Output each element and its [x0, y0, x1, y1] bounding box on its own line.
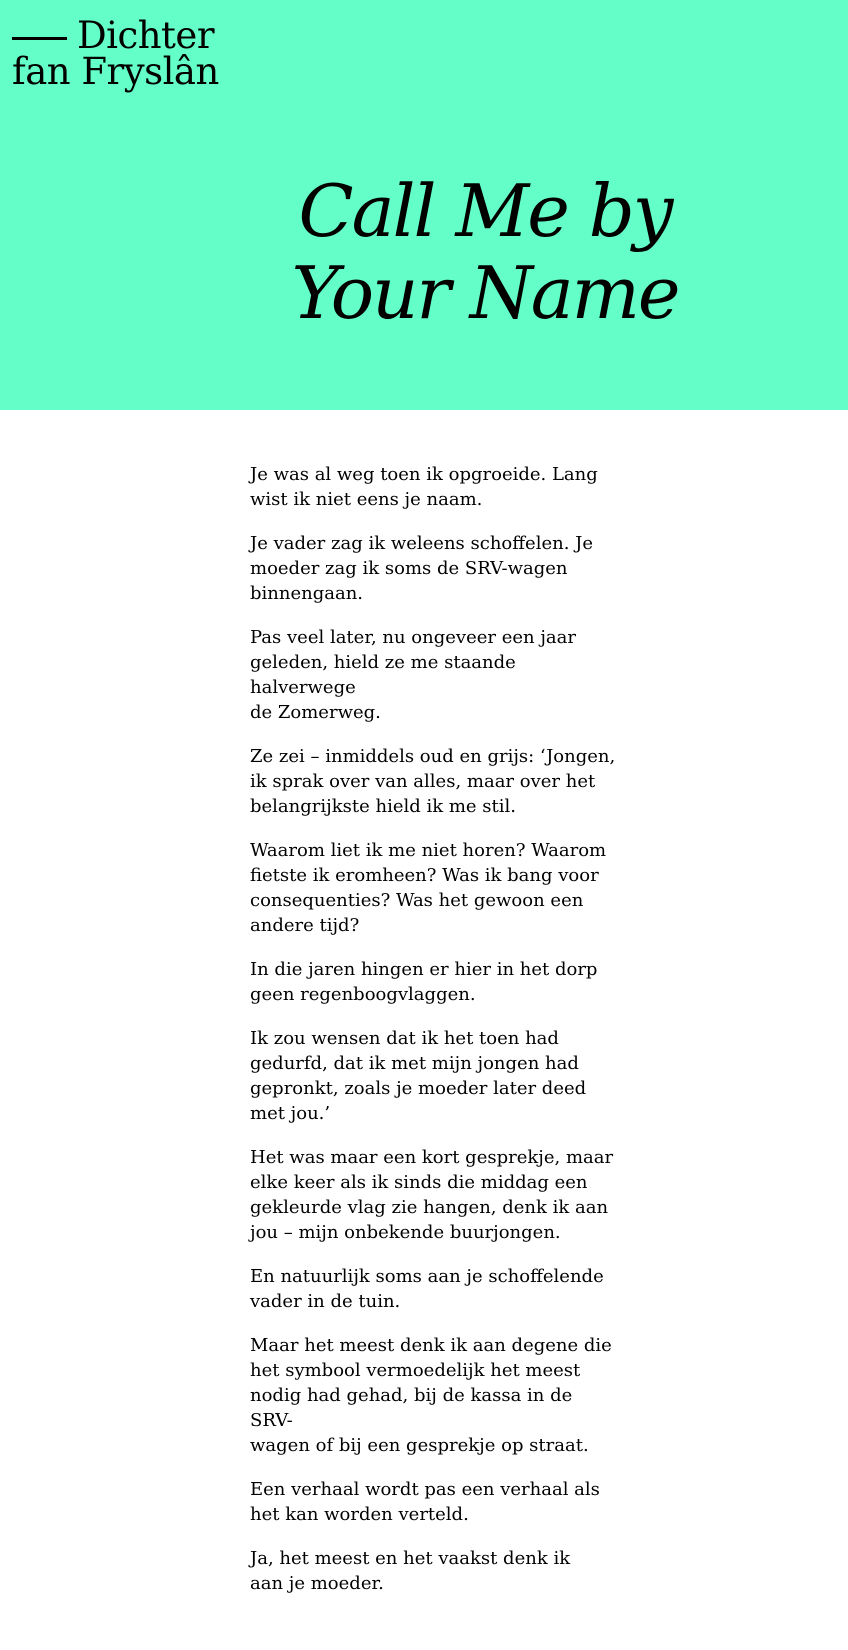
poem-stanza: Waarom liet ik me niet horen? Waarom fietste ik eromheen? Was ik bang voor consequenties? Was het gewoon een andere tijd? [250, 840, 607, 936]
logo-text-fan-fryslan: fan Fryslân [12, 50, 219, 93]
logo-dash [12, 37, 67, 40]
hero-banner [0, 0, 848, 410]
poem-stanza: Ja, het meest en het vaakst denk ik aan je moeder. [250, 1548, 571, 1594]
poem-stanza: Een verhaal wordt pas een verhaal als het kan worden verteld. [250, 1479, 600, 1525]
logo-text-dichter: Dichter [77, 14, 215, 57]
poem-stanza: Het was maar een kort gesprekje, maar elke keer als ik sinds die middag een gekleurde vlag zie hangen, denk ik aan jou – mijn onbekende buurjongen. [250, 1147, 614, 1243]
poem-title-line-1: Call Me by [298, 169, 672, 253]
poem-stanza: Je was al weg toen ik opgroeide. Lang wist ik niet eens je naam. [250, 464, 598, 510]
poem-stanza: En natuurlijk soms aan je schoffelende vader in de tuin. [250, 1266, 604, 1312]
poem-stanza: Maar het meest denk ik aan degene die het symbool vermoedelijk het meest nodig had gehad, bij de kassa in de SRV- wagen of bij een gesprekje op straat. [250, 1335, 612, 1456]
poem-title-line-2: Your Name [291, 251, 679, 335]
site-logo[interactable] [12, 14, 232, 93]
poem-stanza: Ik zou wensen dat ik het toen had gedurfd, dat ik met mijn jongen had gepronkt, zoals je moeder later deed met jou.’ [250, 1028, 587, 1124]
poem-title [250, 170, 720, 334]
poem-body [250, 462, 620, 1615]
logo-line-1 [12, 14, 232, 57]
poem-stanza: Je vader zag ik weleens schoffelen. Je moeder zag ik soms de SRV-wagen binnengaan. [250, 533, 594, 604]
poem-stanza: Ze zei – inmiddels oud en grijs: ‘Jongen, ik sprak over van alles, maar over het belangrijkste hield ik me stil. [250, 746, 616, 817]
logo-line-2 [12, 50, 232, 93]
poem-stanza: Pas veel later, nu ongeveer een jaar geleden, hield ze me staande halverwege de Zomerweg. [250, 627, 576, 723]
poem-stanza: In die jaren hingen er hier in het dorp geen regenboogvlaggen. [250, 959, 598, 1005]
